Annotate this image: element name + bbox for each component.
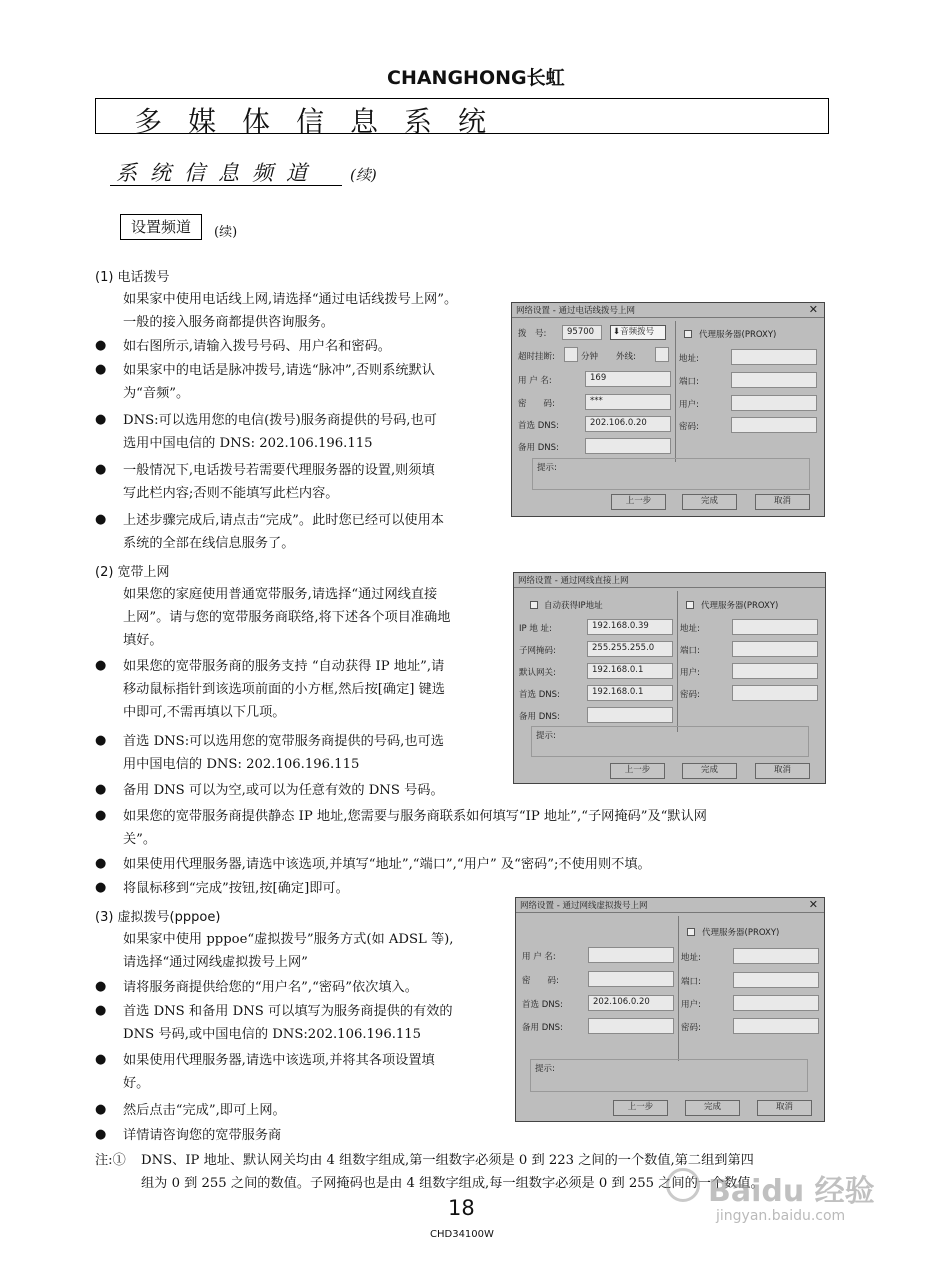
subtitle-continued: (续) [350,166,377,184]
bullet: ● [95,362,107,377]
hint-label: 提示: [537,463,557,473]
proxy-user-label: 用户: [679,400,699,410]
bullet: ● [95,733,107,748]
watermark-paw-icon [666,1168,700,1202]
page-title-box [95,98,829,138]
proxy-port-label: 端口: [681,977,701,987]
text-line: 中即可,不需再填以下几项。 [123,705,286,720]
finish-button[interactable]: 完成 [682,494,737,510]
pppoe-settings-dialog [515,897,825,1122]
text-line: 如果使用代理服务器,请选中该选项,并将其各项设置填 [123,1053,435,1068]
section-2-bullet-5 [123,853,651,876]
section-1-bullet-2 [123,359,435,405]
bullet: ● [95,808,107,823]
section-2-bullet-3 [123,779,444,802]
text-line: 系统的全部在线信息服务了。 [123,536,295,551]
cancel-button[interactable]: 取消 [757,1100,812,1116]
password-input[interactable] [588,971,674,987]
proxy-password-input[interactable] [732,685,818,701]
note-line-1: DNS、IP 地址、默认网关均由 4 组数字组成,第一组数字必须是 0 到 223 之间的一个数值,第二组到第四 [141,1153,754,1168]
previous-button[interactable]: 上一步 [611,494,666,510]
arrow-down-icon: ⬇ [613,327,621,337]
text-line: 一般情况下,电话拨号若需要代理服务器的设置,则须填 [123,463,435,478]
dialup-settings-dialog [511,302,825,517]
bullet: ● [95,512,107,527]
text-line: 如果家中的电话是脉冲拨号,请选“脉冲”,否则系统默认 [123,363,435,378]
document-id: CHD34100W [430,1229,494,1240]
text-line: 上网”。请与您的宽带服务商联络,将下述各个项目准确地 [123,610,451,625]
proxy-user-label: 用户: [680,668,700,678]
section-1-bullet-5 [123,509,444,555]
minute-label: 分钟 [581,352,599,362]
section-1-bullet-1 [123,335,391,358]
proxy-port-input[interactable] [731,372,817,388]
text-line: 如果家中使用电话线上网,请选择“通过电话线拨号上网”。 [123,292,458,307]
text-line: 上述步骤完成后,请点击“完成”。此时您已经可以使用本 [123,513,444,528]
section-1-intro [123,288,457,334]
text-line: 选用中国电信的 DNS: 202.106.196.115 [123,436,373,451]
proxy-label: 代理服务器(PROXY) [702,928,780,938]
section-2-intro [123,583,450,652]
section-3-intro [123,928,454,974]
proxy-label: 代理服务器(PROXY) [701,601,779,611]
proxy-password-label: 密码: [680,690,700,700]
cancel-button[interactable]: 取消 [755,494,810,510]
text-line: 好。 [123,1076,150,1091]
section-3-bullet-3 [123,1049,435,1095]
section-2-bullet-1 [123,655,445,724]
proxy-password-label: 密码: [681,1023,701,1033]
bullet: ● [95,1127,107,1142]
text-line: 备用 DNS 可以为空,或可以为任意有效的 DNS 号码。 [123,783,444,798]
password-label: 密 码: [522,976,559,986]
bullet: ● [95,1052,107,1067]
proxy-address-input[interactable] [732,619,818,635]
text-line: DNS:可以选用您的电信(拨号)服务商提供的号码,也可 [123,413,437,428]
hint-label: 提示: [535,1064,555,1074]
proxy-address-label: 地址: [681,953,701,963]
proxy-user-input[interactable] [731,395,817,411]
previous-button[interactable]: 上一步 [610,763,665,779]
dns1-label: 首选 DNS: [518,421,559,431]
proxy-user-input[interactable] [732,663,818,679]
subtitle-underline [110,185,342,186]
dialog-titlebar [514,573,825,588]
proxy-port-label: 端口: [679,377,699,387]
timeout-label: 超时挂断: [518,352,555,362]
section-1-bullet-3 [123,409,437,455]
dial-mode-select[interactable] [610,325,666,340]
cancel-button[interactable]: 取消 [755,763,810,779]
proxy-address-input[interactable] [733,948,819,964]
timeout-input[interactable] [564,347,578,362]
outside-line-label: 外线: [616,352,636,362]
dial-number-input[interactable]: 95700 [562,325,602,340]
text-line: DNS 号码,或中国电信的 DNS:202.106.196.115 [123,1027,422,1042]
bullet: ● [95,1102,107,1117]
page-title: 多媒体信息系统 [134,105,513,138]
username-input[interactable] [588,947,674,963]
broadband-settings-dialog [513,572,826,784]
dns2-label: 备用 DNS: [519,712,560,722]
finish-button[interactable]: 完成 [685,1100,740,1116]
dns1-input[interactable]: 192.168.0.1 [587,685,673,701]
bullet: ● [95,658,107,673]
username-label: 用 户 名: [522,952,556,962]
section-3-bullet-1 [123,976,418,999]
previous-button[interactable]: 上一步 [613,1100,668,1116]
dialog-title: 网络设置 - 通过网线虚拟拨号上网 [520,901,648,911]
dns1-input[interactable]: 202.106.0.20 [588,995,674,1011]
divider [677,591,678,732]
text-line: 请选择“通过网线虚拟拨号上网” [123,955,308,970]
dialog-titlebar [516,898,824,913]
section-3-bullet-5 [123,1124,281,1147]
dns1-label: 首选 DNS: [522,1000,563,1010]
text-line: 写此栏内容;否则不能填写此栏内容。 [123,486,339,501]
section-2-heading: (2) 宽带上网 [95,565,170,580]
proxy-password-label: 密码: [679,422,699,432]
dns2-label: 备用 DNS: [518,443,559,453]
close-icon[interactable]: ✕ [808,898,818,911]
text-line: 将鼠标移到“完成”按钮,按[确定]即可。 [123,881,349,896]
watermark: Baidu 经验 [708,1174,875,1209]
section-label: 设置频道 [120,214,202,240]
bullet: ● [95,880,107,895]
proxy-address-label: 地址: [679,354,699,364]
text-line: 如果您的宽带服务商的服务支持 “自动获得 IP 地址”,请 [123,659,445,674]
proxy-port-input[interactable] [733,972,819,988]
section-1-bullet-4 [123,459,435,505]
subnet-mask-label: 子网掩码: [519,646,556,656]
page-number: 18 [448,1196,475,1220]
text-line: 为“音频”。 [123,386,190,401]
bullet: ● [95,338,107,353]
section-2-bullet-2 [123,730,444,776]
ip-address-label: IP 地 址: [519,624,552,634]
password-input[interactable]: *** [585,394,671,410]
username-label: 用 户 名: [518,376,552,386]
hint-box [532,458,810,490]
password-label: 密 码: [518,399,555,409]
text-line: 填好。 [123,633,163,648]
proxy-user-input[interactable] [733,995,819,1011]
outside-line-input[interactable] [655,347,669,362]
dialog-title: 网络设置 - 通过网线直接上网 [518,576,629,586]
text-line: 用中国电信的 DNS: 202.106.196.115 [123,757,360,772]
text-line: 请将服务商提供给您的“用户名”,“密码”依次填入。 [123,980,418,995]
proxy-checkbox[interactable] [684,330,692,338]
section-3-bullet-4 [123,1099,286,1122]
proxy-checkbox[interactable] [686,601,694,609]
hint-box [530,1059,808,1092]
section-2-bullet-4 [123,805,707,851]
note-prefix: 注:① [95,1153,126,1168]
text-line: 然后点击“完成”,即可上网。 [123,1103,286,1118]
bullet: ● [95,782,107,797]
ip-address-input[interactable]: 192.168.0.39 [587,619,673,635]
subtitle: 系统信息频道 [116,161,320,185]
subnet-mask-input[interactable]: 255.255.255.0 [587,641,673,657]
section-continued: (续) [214,225,238,240]
text-line: 关”。 [123,832,157,847]
text-line: 一般的接入服务商都提供咨询服务。 [123,315,334,330]
proxy-port-label: 端口: [680,646,700,656]
hint-label: 提示: [536,731,556,741]
text-line: 首选 DNS:可以选用您的宽带服务商提供的号码,也可选 [123,734,444,749]
section-1-heading: (1) 电话拨号 [95,270,170,285]
dialog-title: 网络设置 - 通过电话线拨号上网 [516,306,635,316]
auto-ip-label: 自动获得IP地址 [544,601,603,611]
dns2-label: 备用 DNS: [522,1023,563,1033]
watermark-url: jingyan.baidu.com [716,1208,846,1224]
text-line: 移动鼠标指针到该选项前面的小方框,然后按[确定] 键选 [123,682,445,697]
gateway-label: 默认网关: [519,668,556,678]
dns2-input[interactable] [587,707,673,723]
dial-number-label: 拨 号: [518,329,547,339]
section-3-heading: (3) 虚拟拨号(pppoe) [95,910,221,925]
text-line: 如果您的家庭使用普通宽带服务,请选择“通过网线直接 [123,587,438,602]
bullet: ● [95,856,107,871]
note-line-2: 组为 0 到 255 之间的数值。子网掩码也是由 4 组数字组成,每一组数字必须是 0 到 255 之间的一个数值。 [141,1176,764,1191]
brand-logo: CHANGHONG长虹 [387,67,565,89]
text-line: 如果您的宽带服务商提供静态 IP 地址,您需要与服务商联系如何填写“IP 地址”,“子网掩码”及“默认网 [123,809,707,824]
bullet: ● [95,1003,107,1018]
text-line: 详情请咨询您的宽带服务商 [123,1128,282,1143]
text-line: 如果使用代理服务器,请选中该选项,并填写“地址”,“端口”,“用户” 及“密码”;不使用则不填。 [123,857,651,872]
dial-mode-value: 音频拨号 [620,327,655,337]
finish-button[interactable]: 完成 [682,763,737,779]
proxy-user-label: 用户: [681,1000,701,1010]
proxy-address-label: 地址: [680,624,700,634]
close-icon[interactable]: ✕ [808,303,818,316]
dns2-input[interactable] [588,1018,674,1034]
proxy-checkbox[interactable] [687,928,695,936]
text-line: 如果家中使用 pppoe“虚拟拨号”服务方式(如 ADSL 等), [123,932,454,947]
dialog-titlebar [512,303,824,318]
proxy-password-input[interactable] [733,1018,819,1034]
auto-ip-checkbox[interactable] [530,601,538,609]
proxy-port-input[interactable] [732,641,818,657]
bullet: ● [95,412,107,427]
section-2-bullet-6 [123,877,349,900]
section-3-bullet-2 [123,1000,453,1046]
username-input[interactable]: 169 [585,371,671,387]
bullet: ● [95,979,107,994]
proxy-address-input[interactable] [731,349,817,365]
divider [678,916,679,1061]
text-line: 如右图所示,请输入拨号号码、用户名和密码。 [123,339,391,354]
hint-box [531,726,809,757]
proxy-password-input[interactable] [731,417,817,433]
bullet: ● [95,462,107,477]
dns2-input[interactable] [585,438,671,454]
text-line: 首选 DNS 和备用 DNS 可以填写为服务商提供的有效的 [123,1004,453,1019]
dns1-label: 首选 DNS: [519,690,560,700]
proxy-label: 代理服务器(PROXY) [699,330,777,340]
dns1-input[interactable]: 202.106.0.20 [585,416,671,432]
divider [675,321,676,462]
gateway-input[interactable]: 192.168.0.1 [587,663,673,679]
